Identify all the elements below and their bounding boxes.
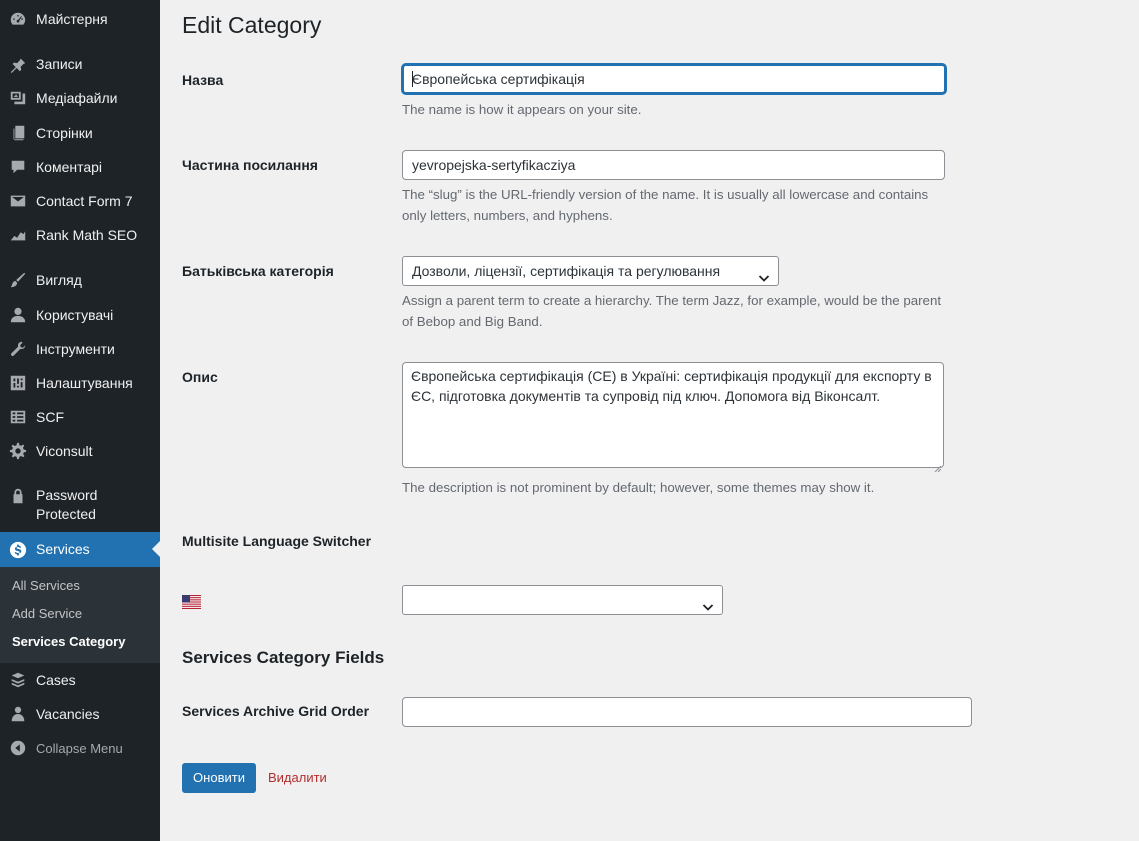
pin-icon (8, 54, 28, 74)
slug-description: The “slug” is the URL-friendly version of the name. It is usually all lowercase and contains only letters, numbers, and hyphens. (402, 187, 929, 223)
description-textarea-value: Європейська сертифікація (CE) в Україні: сертифікація продукції для експорту в ЄС, підготовка документів та супровід під ключ. Допомога від Віконсалт. (411, 368, 932, 404)
update-button[interactable]: Оновити (182, 763, 256, 793)
parent-category-selected: Дозволи, ліцензії, сертифікація та регулювання (412, 263, 721, 279)
section-title: Services Category Fields (182, 648, 385, 667)
sidebar-item-label: Password (36, 487, 98, 503)
sidebar-item-posts[interactable] (0, 54, 160, 74)
submenu-item-all-services[interactable]: All Services (12, 578, 80, 593)
dollar-icon (8, 540, 28, 560)
sidebar-item-label: Інструменти (36, 340, 115, 357)
parent-description: Assign a parent term to create a hierarchy. The term Jazz, for example, would be the parent of Bebop and Big Band. (402, 293, 942, 329)
sidebar-item-settings[interactable] (0, 373, 160, 393)
active-indicator-arrow (152, 541, 160, 557)
sidebar-item-comments[interactable] (0, 157, 160, 177)
sidebar-item-label: Медіафайли (36, 89, 118, 106)
media-icon (8, 88, 28, 108)
sidebar-item-label-line2: Protected (36, 506, 96, 522)
grid-order-field[interactable] (402, 697, 972, 727)
language-select[interactable] (402, 585, 723, 615)
sidebar-item-label: Вигляд (36, 271, 82, 288)
chevron-down-icon (758, 265, 770, 277)
parent-category-select[interactable] (402, 256, 779, 286)
sidebar-item-scf[interactable] (0, 407, 160, 427)
submenu-item-add-service[interactable]: Add Service (12, 606, 83, 621)
resize-grip-icon[interactable] (933, 457, 941, 465)
person-icon (8, 704, 28, 724)
services-submenu (0, 567, 160, 663)
gear-icon (8, 441, 28, 461)
name-description: The name is how it appears on your site. (402, 102, 642, 117)
cases-icon (8, 670, 28, 690)
chevron-down-icon (702, 594, 714, 606)
sidebar-item-label: Rank Math SEO (36, 226, 138, 243)
pages-icon (8, 123, 28, 143)
collapse-menu-label: Collapse Menu (36, 740, 123, 756)
grid-icon (8, 407, 28, 427)
sidebar-item-appearance[interactable] (0, 270, 160, 290)
sidebar-item-media[interactable] (0, 88, 160, 108)
sidebar-item-dashboard[interactable] (0, 9, 160, 29)
mls-label: Multisite Language Switcher (182, 533, 372, 549)
sidebar-item-tools[interactable] (0, 339, 160, 359)
sidebar-item-vacancies[interactable] (0, 704, 160, 724)
sidebar-item-label: Записи (36, 55, 83, 72)
submenu-item-services-category[interactable]: Services Category (12, 634, 126, 649)
chart-icon (8, 225, 28, 245)
description-textarea[interactable] (402, 362, 944, 468)
sidebar-item-label: Vacancies (36, 705, 100, 722)
sidebar-item-label: Майстерня (36, 10, 108, 27)
sidebar-item-label: Viconsult (36, 442, 93, 459)
sidebar-item-rank-math[interactable] (0, 225, 160, 245)
sidebar-item-label: Сторінки (36, 124, 93, 141)
lock-icon (8, 486, 28, 506)
brush-icon (8, 270, 28, 290)
dashboard-icon (8, 9, 28, 29)
settings-icon (8, 373, 28, 393)
description-help: The description is not prominent by default; however, some themes may show it. (402, 480, 875, 495)
user-icon (8, 305, 28, 325)
main-content (160, 0, 1139, 841)
grid-order-label: Services Archive Grid Order (182, 703, 370, 719)
name-field-value: Європейська сертифікація (412, 71, 585, 87)
admin-sidebar (0, 0, 160, 841)
sidebar-item-cases[interactable] (0, 670, 160, 690)
parent-label: Батьківська категорія (182, 263, 334, 279)
slug-field[interactable] (402, 150, 945, 180)
description-label: Опис (182, 369, 218, 385)
comment-icon (8, 157, 28, 177)
us-flag-icon (182, 595, 201, 609)
slug-field-value: yevropejska-sertyfikacziya (412, 157, 576, 173)
sidebar-item-label: SCF (36, 408, 64, 425)
slug-label: Частина посилання (182, 157, 318, 173)
sidebar-item-viconsult[interactable] (0, 441, 160, 461)
wrench-icon (8, 339, 28, 359)
sidebar-item-pages[interactable] (0, 123, 160, 143)
page-title: Edit Category (182, 12, 322, 38)
name-field[interactable] (402, 64, 946, 94)
sidebar-item-contact-form-7[interactable] (0, 191, 160, 211)
name-label: Назва (182, 72, 224, 88)
collapse-menu-button[interactable] (0, 738, 160, 758)
sidebar-item-label: Користувачі (36, 306, 114, 323)
sidebar-item-services[interactable] (0, 532, 160, 567)
sidebar-item-password-protected[interactable] (0, 486, 160, 526)
delete-link[interactable]: Видалити (268, 770, 327, 785)
sidebar-item-users[interactable] (0, 305, 160, 325)
envelope-icon (8, 191, 28, 211)
collapse-icon (8, 738, 28, 758)
sidebar-item-label: Services (36, 541, 90, 557)
sidebar-item-label: Налаштування (36, 374, 133, 391)
sidebar-item-label: Cases (36, 671, 76, 688)
sidebar-item-label: Коментарі (36, 158, 103, 175)
sidebar-item-label: Contact Form 7 (36, 192, 133, 209)
